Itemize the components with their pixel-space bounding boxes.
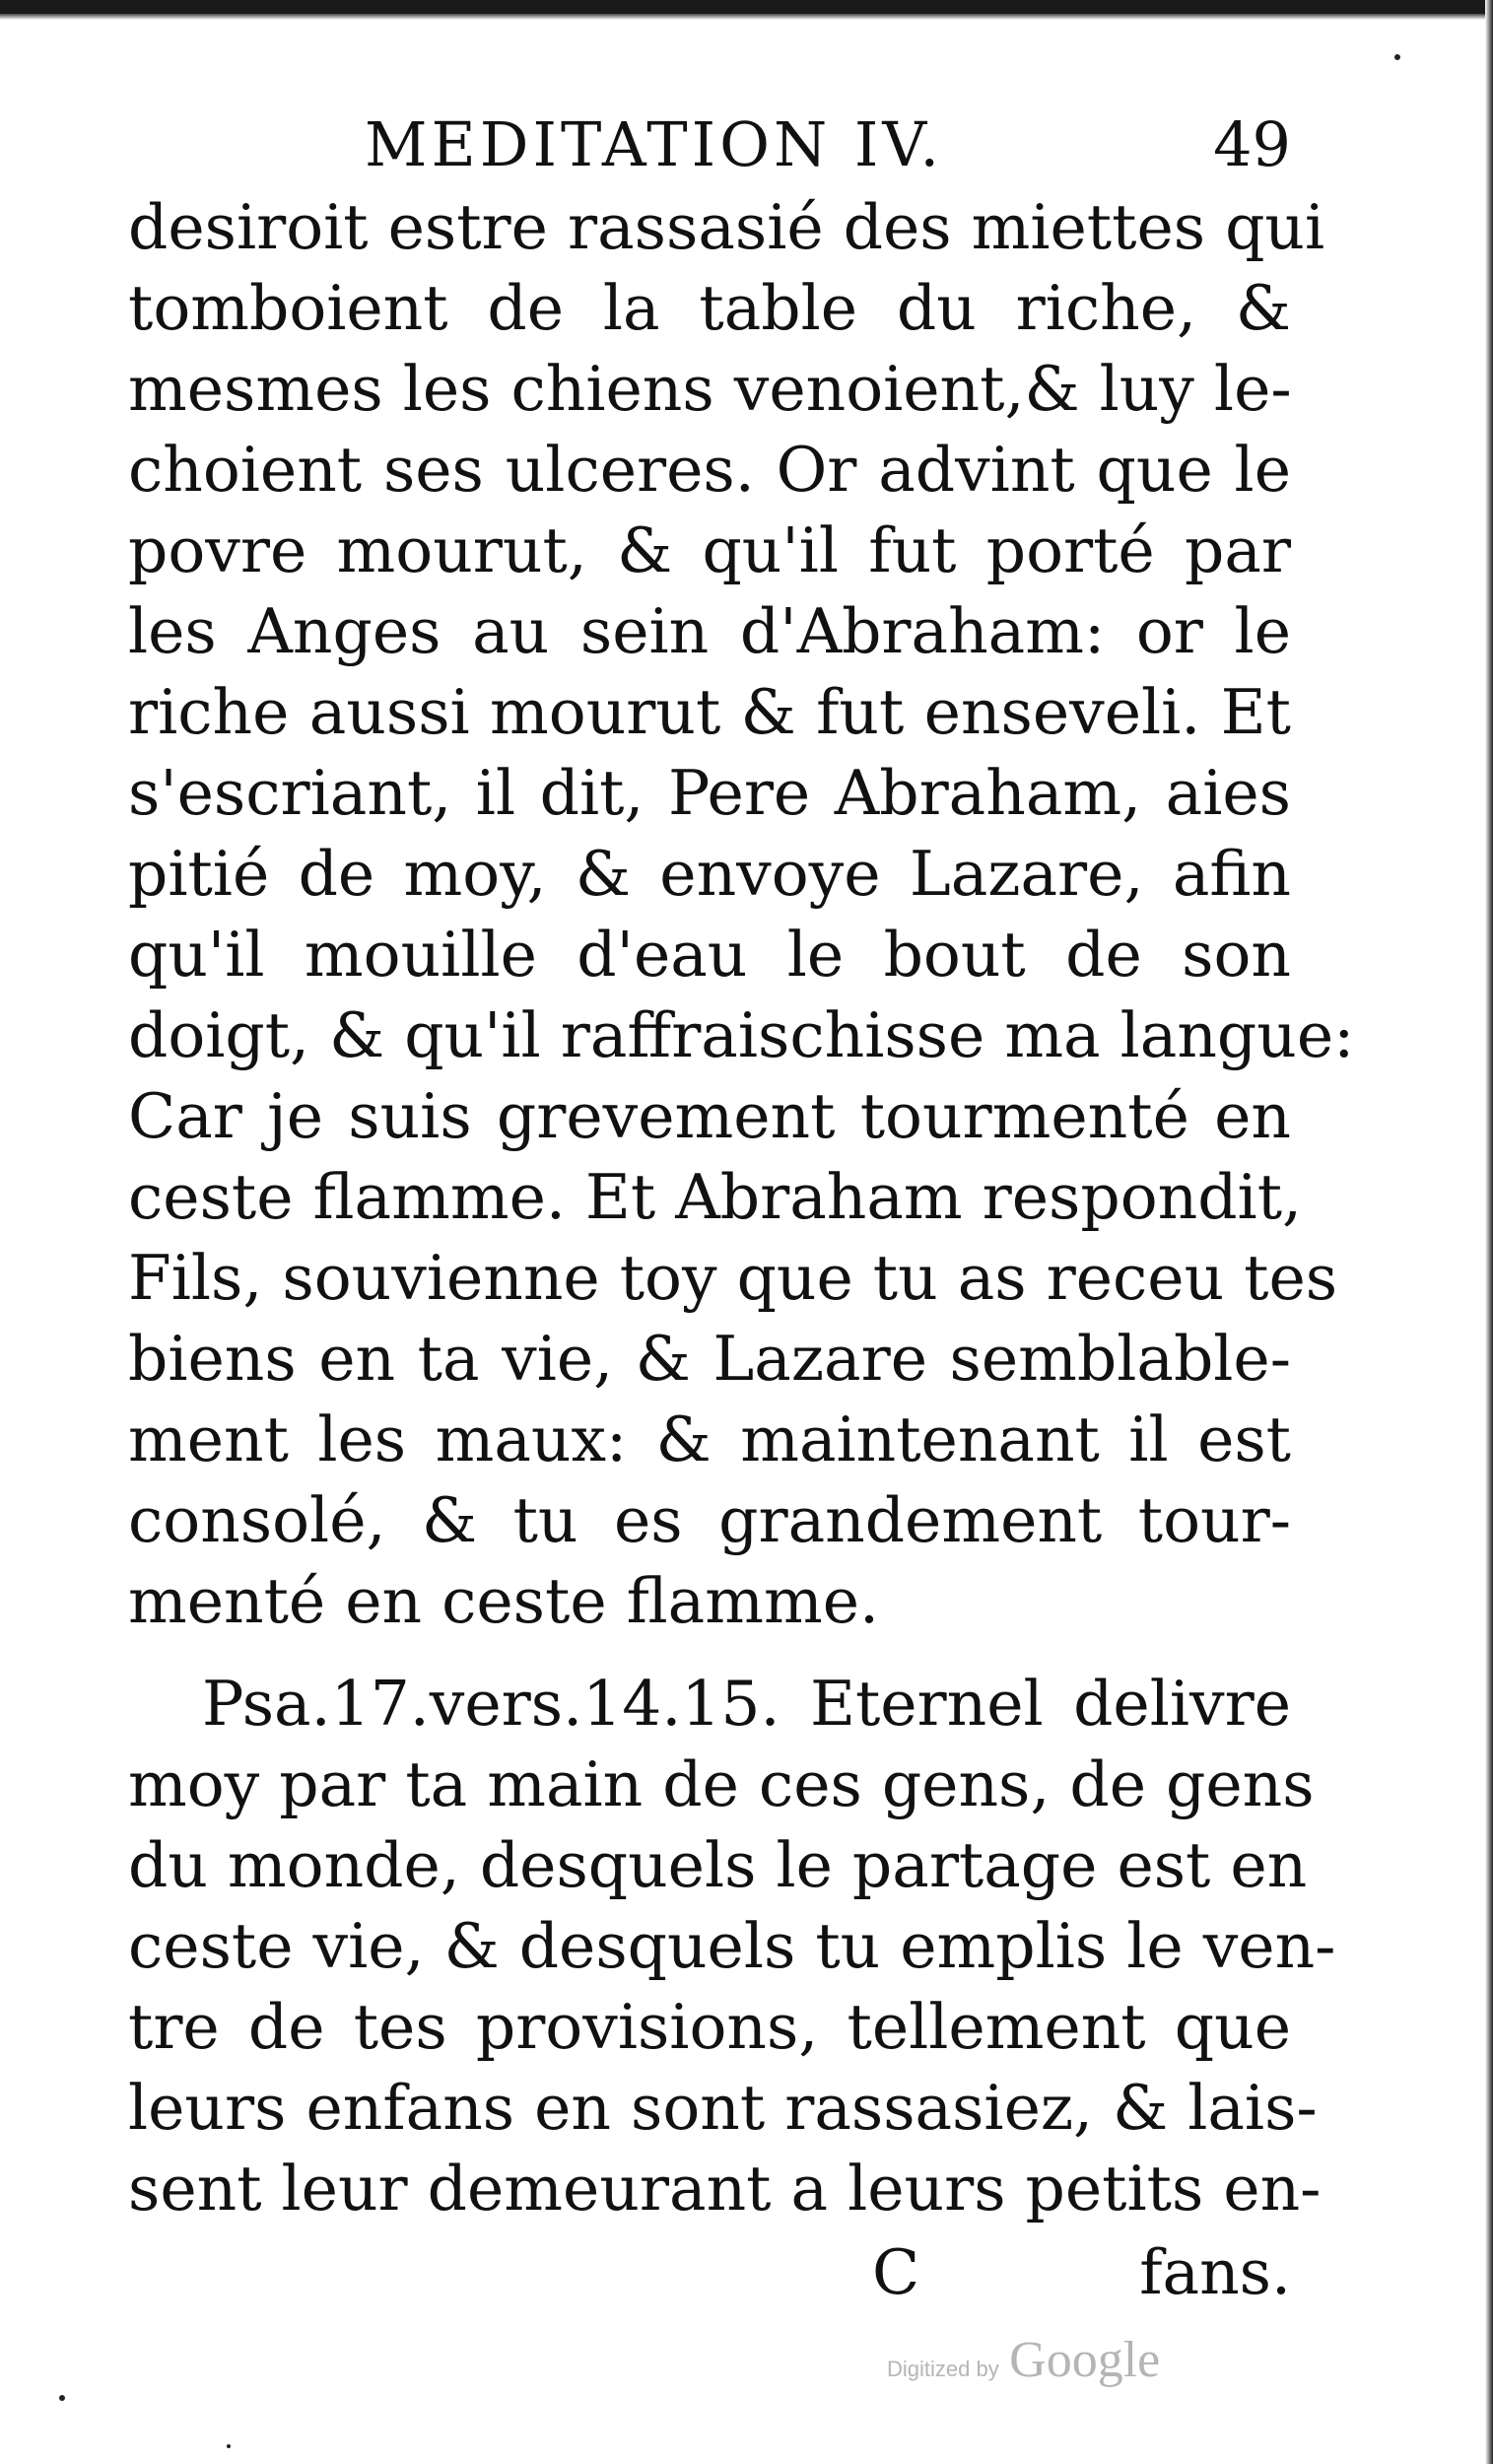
signature-mark: C — [872, 2236, 920, 2308]
text-line-verse-ref: Psa.17.vers.14.15. Eternel delivre — [202, 1668, 1291, 1740]
text-line: tomboient de la table du riche, & — [128, 272, 1291, 344]
digitized-watermark — [887, 2331, 1160, 2389]
scan-speck — [59, 2395, 65, 2401]
text-line: moy par ta main de ces gens, de gens — [128, 1748, 1315, 1820]
body-text — [128, 187, 1355, 2229]
scan-top-edge — [0, 0, 1493, 14]
text-line: Fils, souvienne toy que tu as receu tes — [128, 1242, 1338, 1314]
catchword: fans. — [1139, 2236, 1291, 2308]
text-line: s'escriant, il dit, Pere Abraham, aies — [128, 757, 1291, 829]
text-line: tre de tes provisions, tellement que — [128, 1991, 1291, 2063]
text-line: menté en ceste flamme. — [128, 1565, 879, 1637]
text-line: leurs enfans en sont rassasiez, & lais- — [128, 2072, 1318, 2144]
paragraph-gap — [128, 1642, 1291, 1664]
text-line: qu'il mouille d'eau le bout de son — [128, 919, 1291, 991]
text-line: sent leur demeurant a leurs petits en- — [128, 2153, 1322, 2224]
text-line: riche aussi mourut & fut enseveli. Et — [128, 676, 1291, 748]
watermark-google-logo: Google — [1009, 2332, 1161, 2388]
text-line: pitié de moy, & envoye Lazare, afin — [128, 838, 1291, 910]
text-line: les Anges au sein d'Abraham: or le — [128, 595, 1291, 667]
text-line: doigt, & qu'il raffraischisse ma langue: — [128, 999, 1355, 1071]
text-line: desiroit estre rassasié des miettes qui — [128, 191, 1325, 263]
page-footer — [128, 2232, 1291, 2313]
watermark-small-text: Digitized by — [887, 2357, 999, 2381]
text-line: ceste vie, & desquels tu emplis le ven- — [128, 1910, 1336, 1982]
page-header — [128, 108, 1291, 197]
running-title: MEDITATION IV. — [365, 108, 944, 180]
text-line: du monde, desquels le partage est en — [128, 1829, 1308, 1901]
text-line: ceste flamme. Et Abraham respondit, — [128, 1161, 1303, 1233]
scan-right-edge — [1485, 0, 1493, 2464]
scan-speck — [227, 2444, 231, 2448]
text-line: choient ses ulceres. Or advint que le — [128, 434, 1291, 506]
text-line: biens en ta vie, & Lazare semblable- — [128, 1323, 1291, 1395]
scan-speck — [1394, 54, 1400, 60]
text-line: povre mourut, & qu'il fut porté par — [128, 514, 1291, 586]
page-number: 49 — [1213, 108, 1291, 180]
text-line: ment les maux: & maintenant il est — [128, 1403, 1291, 1475]
text-line: consolé, & tu es grandement tour- — [128, 1484, 1291, 1556]
text-line: mesmes les chiens venoient,& luy le- — [128, 353, 1292, 425]
text-line: Car je suis grevement tourmenté en — [128, 1080, 1291, 1152]
